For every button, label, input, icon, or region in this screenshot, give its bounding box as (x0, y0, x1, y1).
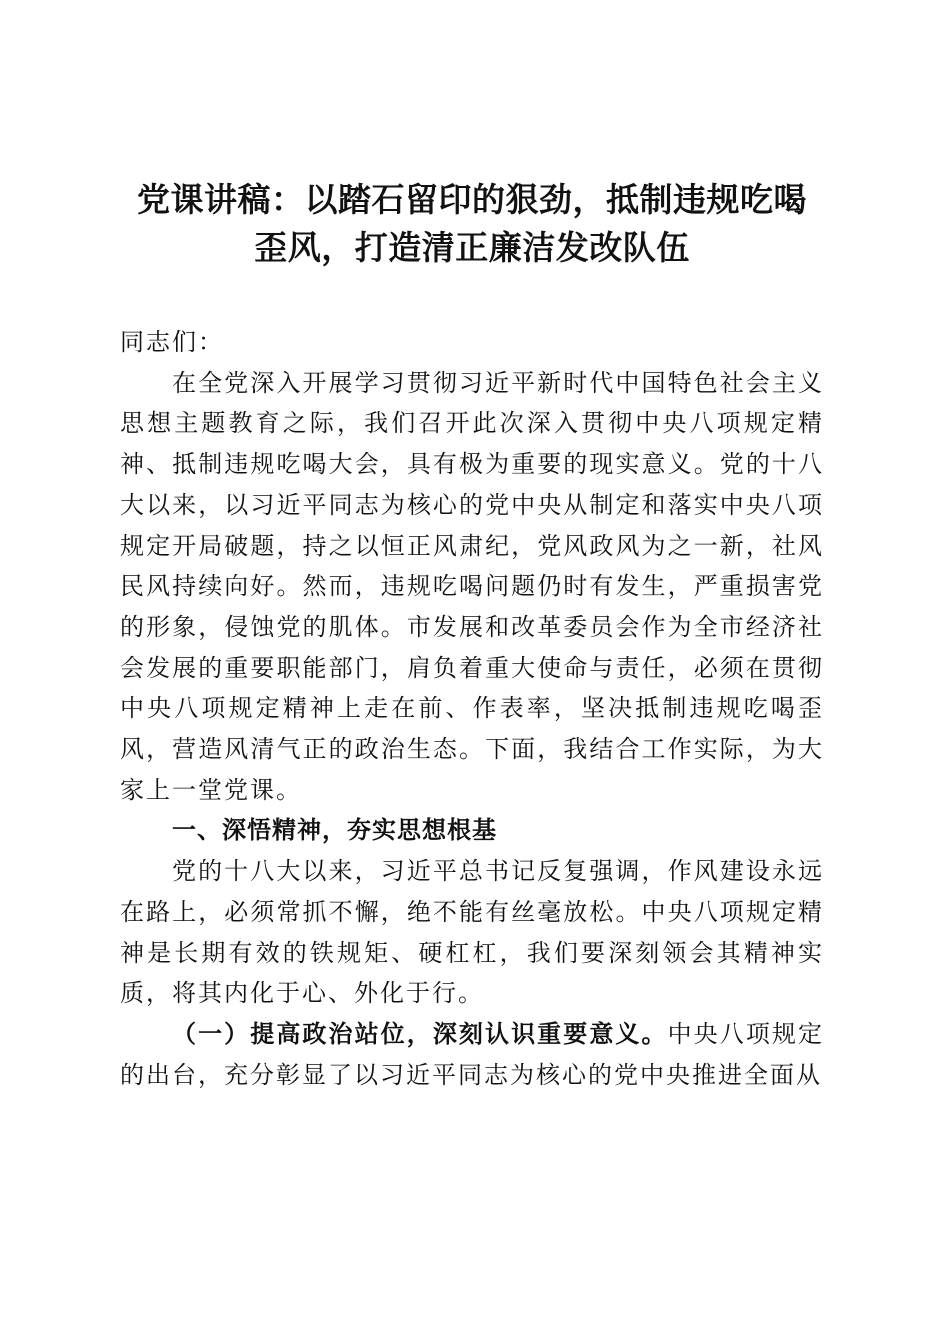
title-line-2: 歪风，打造清正廉洁发改队伍 (254, 228, 690, 267)
paragraph-section-1: 党的十八大以来，习近平总书记反复强调，作风建设永远在路上，必须常抓不懈，绝不能有丝毫放松。中央八项规定精神是长期有效的铁规矩、硬杠杠，我们要深刻领会其精神实质，将其内化于心、外化于行。 (120, 857, 824, 1008)
document-title (120, 176, 824, 272)
subsection-heading-1: （一）提高政治站位，深刻认识重要意义。 (172, 1018, 668, 1048)
subsection-text-1: 中央八项规定的出台，充分彰显了以习近平同志为核心的党中央推进全面从 (120, 1019, 825, 1089)
document-body (120, 322, 824, 1095)
section-heading-1: 一、深悟精神，夯实思想根基 (172, 816, 497, 845)
paragraph-intro: 在全党深入开展学习贯彻习近平新时代中国特色社会主义思想主题教育之际，我们召开此次深入贯彻中央八项规定精神、抵制违规吃喝大会，具有极为重要的现实意义。党的十八大以来，以习近平同志为核心的党中央从制定和落实中央八项规定开局破题，持之以恒正风肃纪，党风政风为之一新，社风民风持续向好。然而，违规吃喝问题仍时有发生，严重损害党的形象，侵蚀党的肌体。市发展和改革委员会作为全市经济社会发展的重要职能部门，肩负着重大使命与责任，必须在贯彻中央八项规定精神上走在前、作表率，坚决抵制违规吃喝歪风，营造风清气正的政治生态。下面，我结合工作实际，为大家上一堂党课。 (120, 368, 824, 804)
title-line-1: 党课讲稿：以踏石留印的狠劲，抵制违规吃喝 (137, 180, 807, 219)
paragraph-subsection-1 (120, 1014, 824, 1095)
salutation: 同志们： (120, 328, 224, 356)
